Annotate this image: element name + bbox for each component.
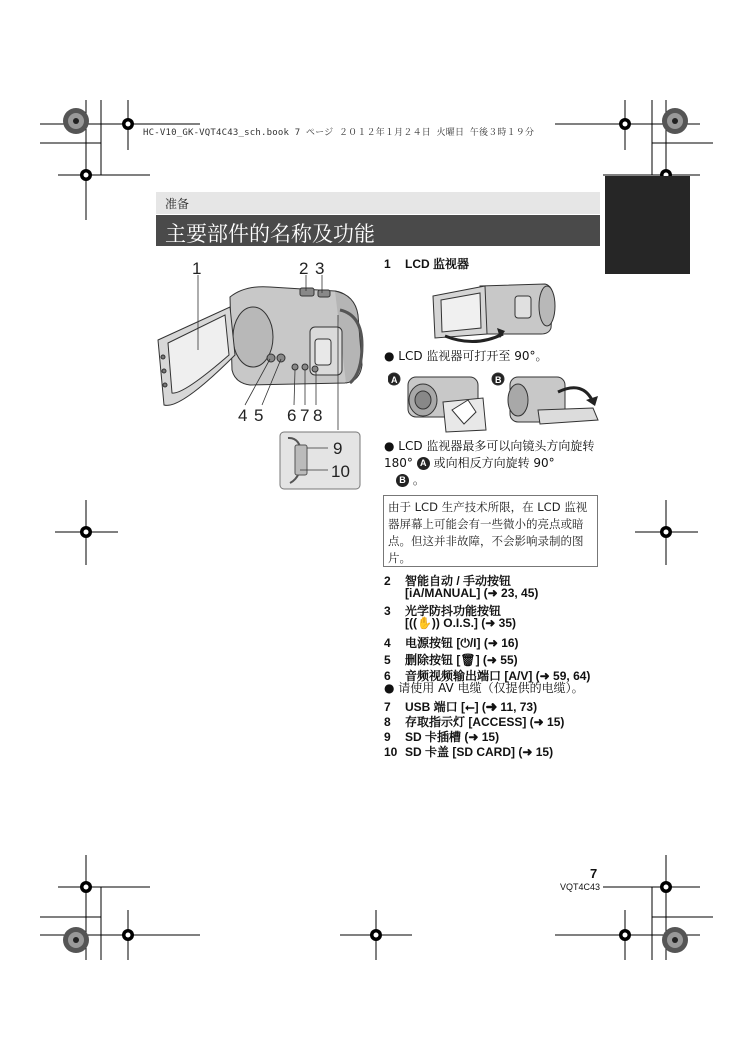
callout-10: 10 xyxy=(331,462,350,481)
category-bar xyxy=(156,192,600,214)
part-6-note: ● 请使用 AV 电缆（仅提供的电缆）。 xyxy=(384,681,584,695)
item-1-heading xyxy=(384,255,469,272)
part-5 xyxy=(384,651,518,668)
lcd-bullet-2-text-1: LCD 监视器最多可以向镜头方向旋转 180° xyxy=(384,439,595,470)
part-label: 智能自动 / 手动按钮 xyxy=(405,574,512,588)
part-label: 删除按钮 [🗑] (➜ 55) xyxy=(405,653,518,667)
part-4 xyxy=(384,634,519,651)
part-reference: [iA/MANUAL] (➜ 23, 45) xyxy=(405,586,539,600)
lcd-note-box: 由于 LCD 生产技术所限，在 LCD 监视器屏幕上可能会有一些微小的亮点或暗点。但这并非故障，不会影响录制的图片。 xyxy=(383,495,598,567)
lcd-bullet-2: ● LCD 监视器最多可以向镜头方向旋转 180° A 或向相反方向旋转 90° B 。 xyxy=(384,439,595,487)
part-reference: [((✋)) O.I.S.] (➜ 35) xyxy=(405,616,516,630)
camcorder-illustration xyxy=(150,255,380,495)
callout-4: 4 xyxy=(238,406,248,425)
page-title: 主要部件的名称及功能 xyxy=(165,222,375,246)
file-info-header: HC-V10_GK-VQT4C43_sch.book 7 ページ ２０１２年１月２４日 火曜日 午後３時１９分 xyxy=(143,128,535,138)
lcd-rotate-illustration xyxy=(388,372,608,434)
lcd-bullet-1-text: LCD 监视器可打开至 90°。 xyxy=(398,349,548,363)
document-code: VQT4C43 xyxy=(560,882,601,892)
part-number: 5 xyxy=(384,653,391,667)
part-6-note-text: 请使用 AV 电缆（仅提供的电缆）。 xyxy=(398,681,584,695)
part-number: 10 xyxy=(384,745,398,759)
title-bar xyxy=(156,215,600,246)
callout-3: 3 xyxy=(315,259,325,278)
callout-6: 6 xyxy=(287,406,297,425)
marker-b-badge: B xyxy=(396,474,409,487)
lcd-bullet-1: ● LCD 监视器可打开至 90°。 xyxy=(384,349,548,363)
callout-5: 5 xyxy=(254,406,264,425)
lcd-bullet-2-text-2: 或向相反方向旋转 90° xyxy=(433,456,555,470)
part-10 xyxy=(384,743,553,760)
part-number: 6 xyxy=(384,669,391,683)
part-number: 2 xyxy=(384,574,391,588)
part-3-ref xyxy=(384,616,516,630)
item-label: LCD 监视器 xyxy=(405,257,469,271)
callout-8: 8 xyxy=(313,406,323,425)
part-number: 4 xyxy=(384,636,391,650)
part-2-ref xyxy=(384,586,538,600)
marker-b-label: B xyxy=(495,375,502,385)
part-number: 8 xyxy=(384,715,391,729)
callout-7: 7 xyxy=(300,406,310,425)
callout-9: 9 xyxy=(333,439,343,458)
part-label: 存取指示灯 [ACCESS] (➜ 15) xyxy=(405,715,565,729)
marker-a-label: A xyxy=(391,375,398,385)
lcd-open-illustration xyxy=(425,276,560,344)
lcd-bullet-2-end: 。 xyxy=(412,473,425,487)
part-label: SD 卡插槽 (➜ 15) xyxy=(405,730,500,744)
part-number: 7 xyxy=(384,700,391,714)
part-number: 3 xyxy=(384,604,391,618)
section-tab xyxy=(605,176,690,274)
category-label: 准备 xyxy=(165,197,190,211)
callout-1: 1 xyxy=(192,259,202,278)
marker-a-badge: A xyxy=(417,457,430,470)
page-number: 7 xyxy=(590,866,598,881)
part-label: 电源按钮 [⏻/I] (➜ 16) xyxy=(405,636,519,650)
part-label: SD 卡盖 [SD CARD] (➜ 15) xyxy=(405,745,554,759)
part-number: 9 xyxy=(384,730,391,744)
part-label: USB 端口 [⭠] (➜ 11, 73) xyxy=(405,700,538,714)
item-number: 1 xyxy=(384,257,391,271)
part-label: 音频视频输出端口 [A/V] (➜ 59, 64) xyxy=(405,669,591,683)
callout-2: 2 xyxy=(299,259,309,278)
part-label: 光学防抖功能按钮 xyxy=(405,604,502,618)
